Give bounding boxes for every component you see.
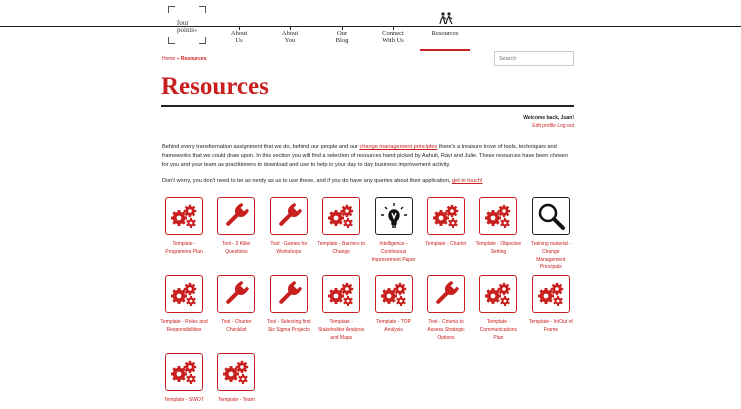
resource-label[interactable]: Template - Programme Plan bbox=[165, 241, 203, 255]
wrench-icon[interactable] bbox=[217, 275, 255, 313]
gears-icon[interactable] bbox=[532, 275, 570, 313]
breadcrumb-separator: » bbox=[176, 56, 180, 62]
gears-icon[interactable] bbox=[165, 353, 203, 391]
resource-card[interactable] bbox=[212, 275, 260, 335]
user-box bbox=[520, 114, 574, 130]
gears-icon[interactable] bbox=[165, 197, 203, 235]
breadcrumb bbox=[162, 56, 206, 62]
resource-card[interactable] bbox=[527, 197, 575, 272]
intro-text: Don't worry, you don't need to be as nerdy as us to use these, and if you do have any queries about their application, bbox=[162, 178, 452, 184]
edit-profile-link[interactable]: Edit profile bbox=[532, 123, 556, 129]
nav-connect-with-us[interactable] bbox=[375, 27, 411, 49]
wrench-icon[interactable] bbox=[217, 197, 255, 235]
nav-label: Our Blog bbox=[335, 30, 349, 44]
header-rule bbox=[0, 26, 741, 27]
people-icon bbox=[438, 12, 454, 25]
change-management-link[interactable]: change management principles bbox=[359, 144, 438, 150]
resource-card[interactable] bbox=[160, 353, 208, 405]
resource-label[interactable]: Template - Objective Setting bbox=[475, 241, 522, 255]
gears-icon[interactable] bbox=[165, 275, 203, 313]
resource-card[interactable] bbox=[474, 275, 522, 342]
logout-link[interactable]: Log out bbox=[557, 123, 574, 129]
logo[interactable] bbox=[168, 6, 206, 44]
lightbulb-icon[interactable] bbox=[375, 197, 413, 235]
get-in-touch-link[interactable]: get in touch! bbox=[451, 178, 483, 184]
search-input[interactable] bbox=[494, 51, 574, 66]
resource-card[interactable] bbox=[422, 197, 470, 249]
resource-label[interactable]: Tool - Charter Checklist bbox=[221, 319, 252, 333]
resource-label[interactable]: Tool - Criteria to Assess Strategic Options bbox=[427, 319, 465, 341]
resource-card[interactable] bbox=[527, 275, 575, 335]
page-title: Resources bbox=[161, 73, 269, 100]
nav-label: About You bbox=[281, 30, 299, 44]
resource-label[interactable]: Tool - Games for Workshops bbox=[270, 241, 308, 255]
gears-icon[interactable] bbox=[375, 275, 413, 313]
wrench-icon[interactable] bbox=[270, 275, 308, 313]
resource-label[interactable]: Template - Stakeholder Analysis and Maps bbox=[317, 319, 365, 341]
title-rule bbox=[161, 105, 574, 107]
gears-icon[interactable] bbox=[479, 197, 517, 235]
gears-icon[interactable] bbox=[479, 275, 517, 313]
magnifier-icon[interactable] bbox=[532, 197, 570, 235]
nav-label: About Us bbox=[230, 30, 248, 44]
nav-about-you[interactable] bbox=[277, 27, 303, 49]
resource-card[interactable] bbox=[265, 197, 313, 257]
resource-card[interactable] bbox=[370, 275, 418, 335]
nav-our-blog[interactable] bbox=[329, 27, 355, 49]
resource-card[interactable] bbox=[317, 275, 365, 342]
welcome-text: Welcome back, Juan! bbox=[523, 115, 574, 121]
resource-label[interactable]: Tool - 3 Killer Questions bbox=[221, 241, 251, 255]
resource-label[interactable]: Template - Roles and Responsibilities bbox=[160, 319, 208, 333]
logo-text: four points® bbox=[177, 19, 198, 34]
wrench-icon[interactable] bbox=[270, 197, 308, 235]
resource-card[interactable] bbox=[422, 275, 470, 342]
gears-icon[interactable] bbox=[427, 197, 465, 235]
resource-label[interactable]: Template - SWOT bbox=[164, 397, 204, 403]
resource-label[interactable]: Training material - Change Management Principals bbox=[530, 241, 571, 271]
resource-card[interactable] bbox=[212, 197, 260, 257]
resource-label[interactable]: Template - Team bbox=[217, 397, 255, 403]
intro-paragraph-2 bbox=[162, 177, 576, 186]
intro-text: there's a treasure trove of tools, techniques and frameworks that we could draw upon. In this section you will find a selection of resources hand picked by Aahuti, Ravi and Julie. These resources have been chosen for you and your team as practitioners to download and use to help in your day to day business improvement activity. bbox=[162, 144, 568, 168]
breadcrumb-home[interactable]: Home bbox=[162, 56, 176, 62]
resource-card[interactable] bbox=[370, 197, 418, 264]
intro-text: Behind every transformation assignment that we do, behind our people and our bbox=[162, 144, 360, 150]
wrench-icon[interactable] bbox=[427, 275, 465, 313]
nav-about-us[interactable] bbox=[226, 27, 252, 49]
gears-icon[interactable] bbox=[322, 275, 360, 313]
resource-label[interactable]: Tool - Selecting first Six Sigma Projects bbox=[266, 319, 311, 333]
breadcrumb-current: Resources bbox=[180, 56, 207, 62]
resource-card[interactable] bbox=[317, 197, 365, 257]
gears-icon[interactable] bbox=[322, 197, 360, 235]
resource-card[interactable] bbox=[474, 197, 522, 257]
resource-label[interactable]: Template - Barriers to Change bbox=[317, 241, 366, 255]
resource-label[interactable]: Template - Charter bbox=[425, 241, 467, 247]
resource-card[interactable] bbox=[160, 197, 208, 257]
nav-label: Connect With Us bbox=[382, 30, 404, 44]
resource-card[interactable] bbox=[160, 275, 208, 335]
resource-label[interactable]: Template - TOP Analysis bbox=[376, 319, 412, 333]
resource-card[interactable] bbox=[212, 353, 260, 405]
nav-resources[interactable] bbox=[420, 27, 470, 51]
resource-card[interactable] bbox=[265, 275, 313, 335]
resource-label[interactable]: Template - In/Out of Frame bbox=[528, 319, 573, 333]
nav-label: Resources bbox=[431, 30, 459, 37]
intro-paragraph bbox=[162, 143, 576, 170]
resource-label[interactable]: Template - Communications Plan bbox=[479, 319, 518, 341]
gears-icon[interactable] bbox=[217, 353, 255, 391]
resource-label[interactable]: Intelligence - Continuous Improvement Paper bbox=[371, 241, 416, 263]
